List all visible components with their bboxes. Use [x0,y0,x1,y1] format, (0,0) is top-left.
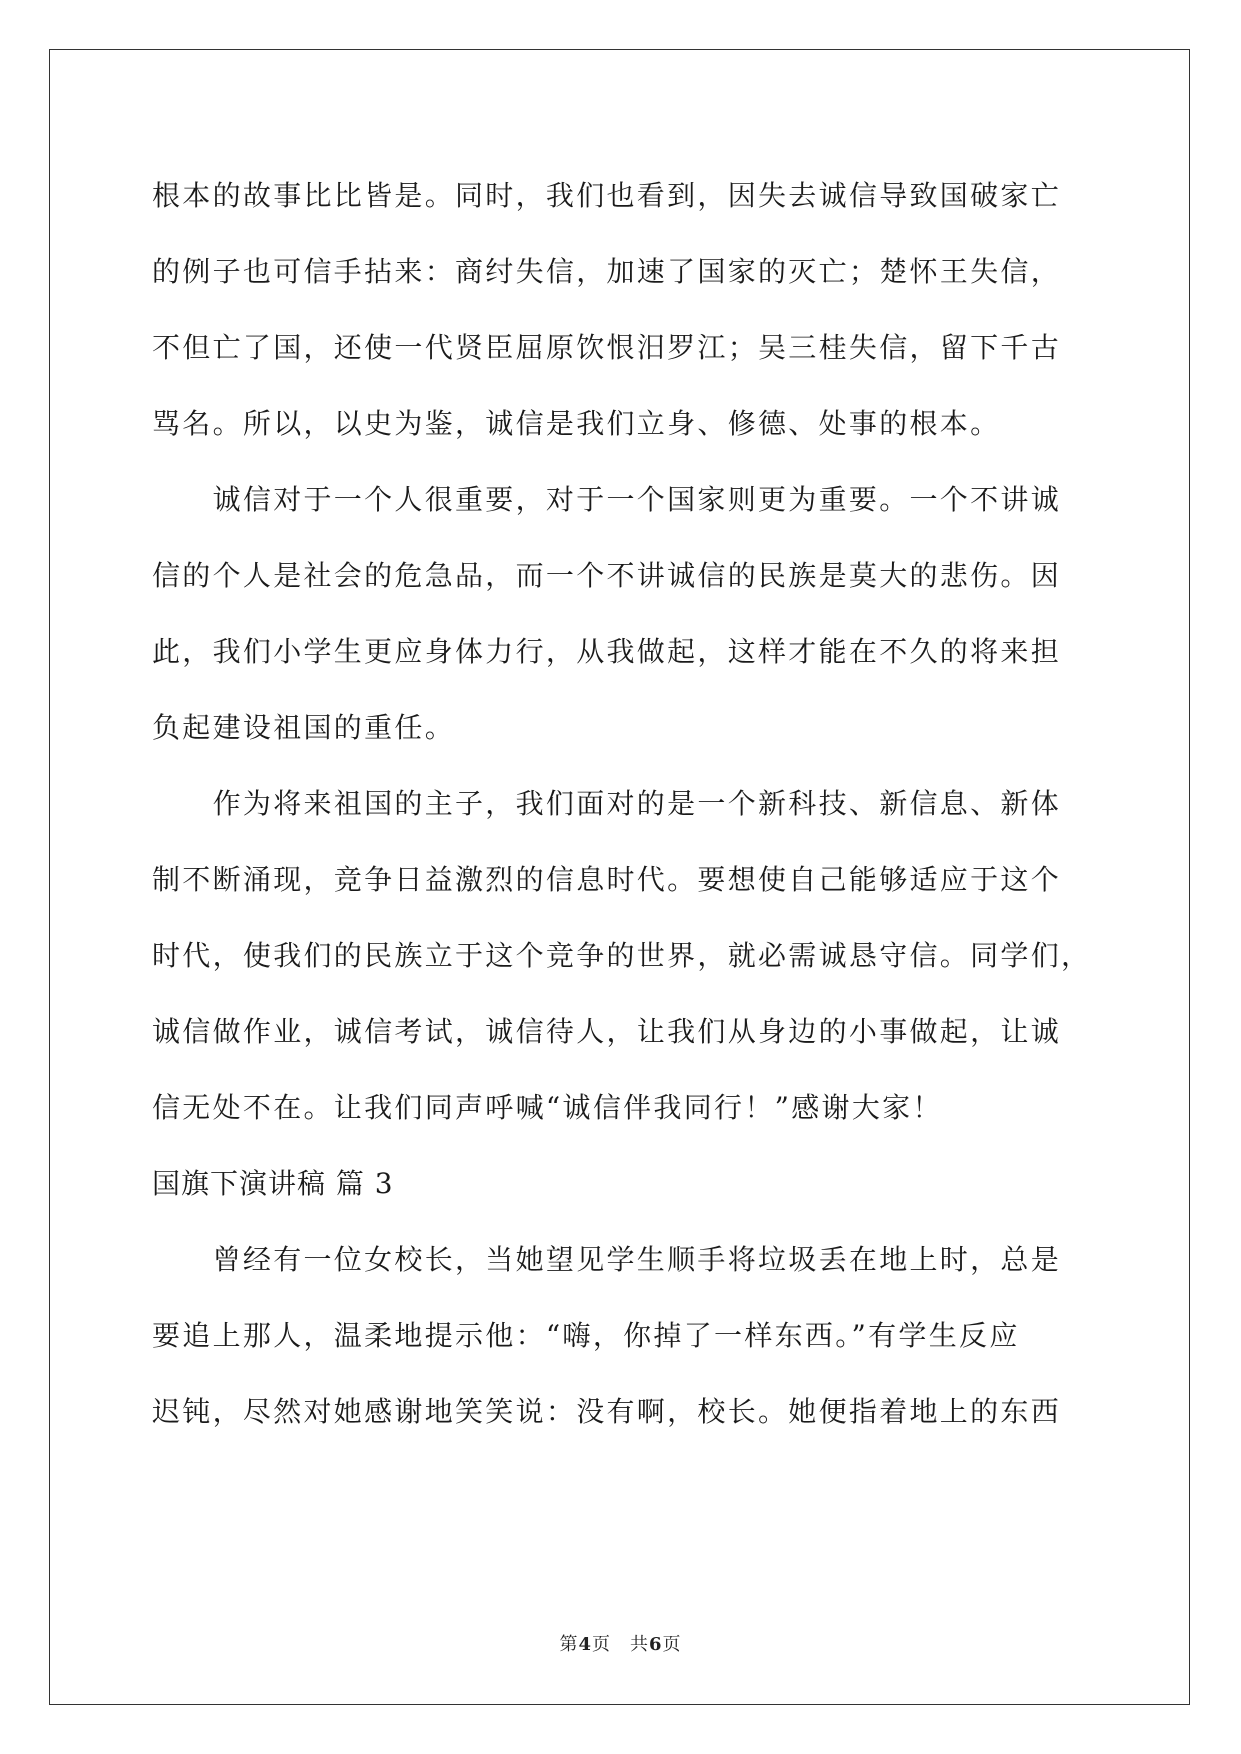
text-line: 负起建设祖国的重任。 [152,711,456,744]
page-footer [0,1630,1241,1656]
text-line: 信无处不在。让我们同声呼喊“诚信伴我同行！”感谢大家！ [152,1091,943,1124]
text-line: 时代，使我们的民族立于这个竞争的世界，就必需诚恳守信。同学们， [152,939,1092,972]
text-line: 制不断涌现，竞争日益激烈的信息时代。要想使自己能够适应于这个 [152,863,1062,896]
text-line: 曾经有一位女校长，当她望见学生顺手将垃圾丢在地上时，总是 [152,1243,1062,1276]
text-line: 诚信对于一个人很重要，对于一个国家则更为重要。一个不讲诚 [152,483,1062,516]
text-line: 迟钝，尽然对她感谢地笑笑说：没有啊，校长。她便指着地上的东西 [152,1395,1062,1428]
text-line: 要追上那人，温柔地提示他：“嗨，你掉了一样东西。”有学生反应 [152,1319,1020,1352]
text-line: 此，我们小学生更应身体力行，从我做起，这样才能在不久的将来担 [152,635,1062,668]
text-line: 的例子也可信手拈来：商纣失信，加速了国家的灭亡；楚怀王失信， [152,255,1062,288]
text-line: 不但亡了国，还使一代贤臣屈原饮恨汨罗江；吴三桂失信，留下千古 [152,331,1062,364]
total-pages-number: 6 [649,1634,663,1655]
text-line: 根本的故事比比皆是。同时，我们也看到，因失去诚信导致国破家亡 [152,179,1062,212]
text-line: 诚信做作业，诚信考试，诚信待人，让我们从身边的小事做起，让诚 [152,1015,1062,1048]
text-line: 作为将来祖国的主子，我们面对的是一个新科技、新信息、新体 [152,787,1062,820]
document-body [152,158,1092,1450]
text-line: 骂名。所以，以史为鉴，诚信是我们立身、修德、处事的根本。 [152,407,1001,440]
footer-middle: 页 共 [592,1634,649,1655]
current-page-number: 4 [578,1634,592,1655]
section-heading: 国旗下演讲稿 篇 3 [152,1167,394,1200]
footer-suffix: 页 [662,1634,682,1655]
footer-prefix: 第 [559,1634,579,1655]
text-line: 信的个人是社会的危急品，而一个不讲诚信的民族是莫大的悲伤。因 [152,559,1062,592]
